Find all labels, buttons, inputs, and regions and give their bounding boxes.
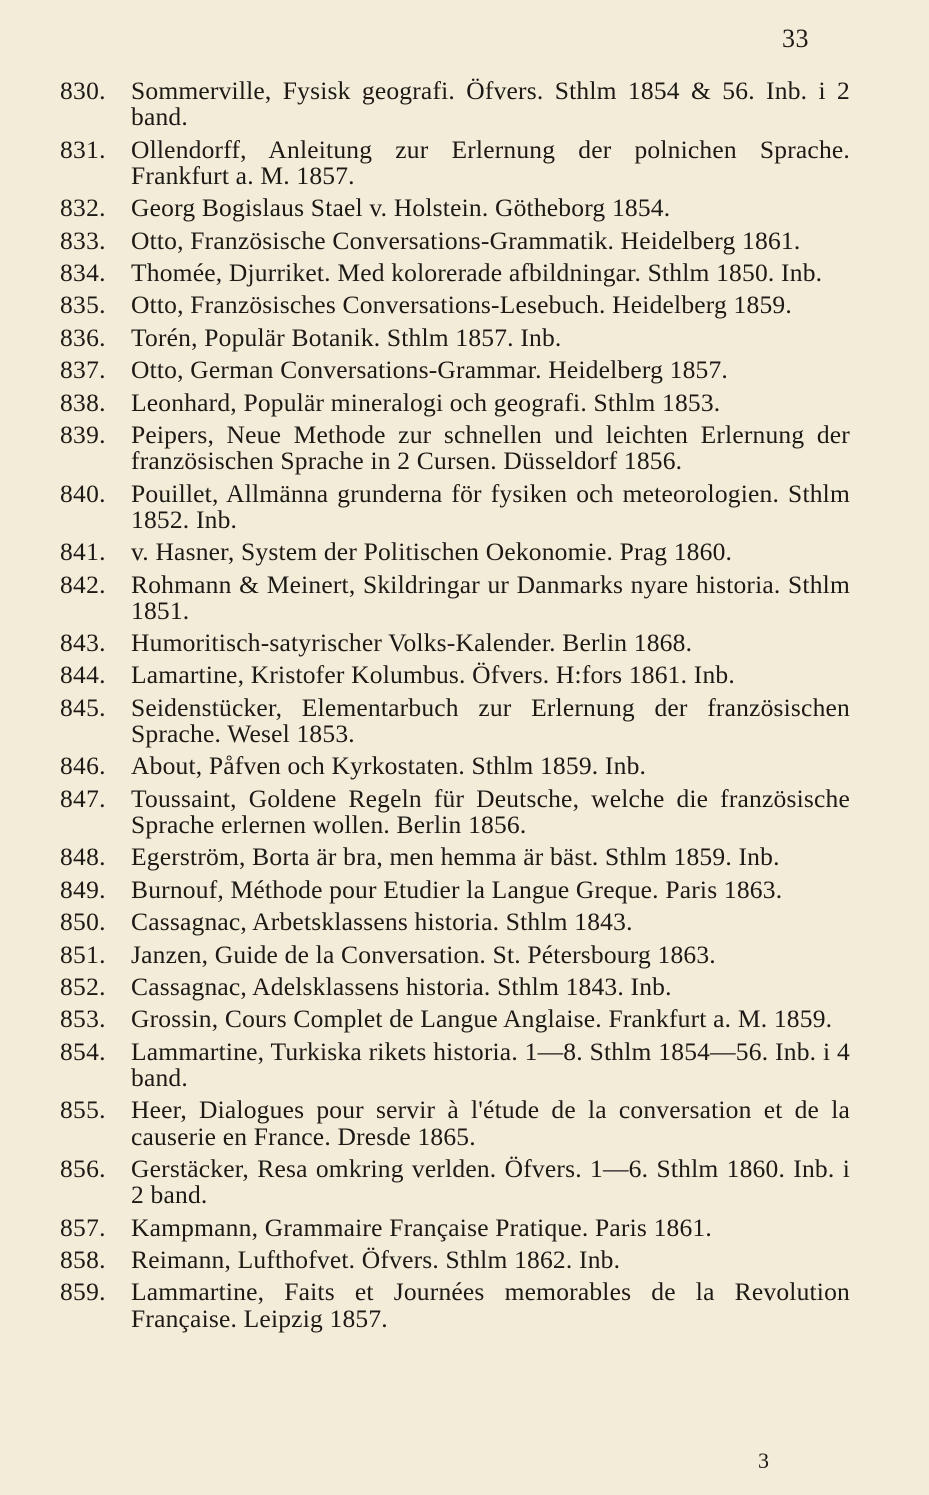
entry-text: Toussaint, Goldene Regeln für Deutsche, welche die französische Sprache erlernen wollen. Berlin 1856.: [131, 783, 850, 840]
entry-text: Otto, Französisches Conversations-Lesebuch. Heidelberg 1859.: [131, 290, 792, 320]
entry-text: Torén, Populär Botanik. Sthlm 1857. Inb.: [131, 322, 562, 352]
entry-number: 836.: [60, 322, 106, 352]
catalog-entry: [60, 692, 850, 749]
entry-number: 839.: [60, 419, 106, 449]
printer-signature-mark: 3: [758, 1448, 769, 1473]
entry-text: Cassagnac, Adelsklassens historia. Sthlm 1843. Inb.: [131, 972, 672, 1002]
entry-number: 848.: [60, 842, 106, 872]
entry-number: 842.: [60, 569, 106, 599]
entry-number: 837.: [60, 355, 106, 385]
entry-text: Leonhard, Populär mineralogi och geografi. Sthlm 1853.: [131, 387, 721, 417]
entry-text: Janzen, Guide de la Conversation. St. Pétersbourg 1863.: [131, 939, 716, 969]
entry-text: Reimann, Lufthofvet. Öfvers. Sthlm 1862. Inb.: [131, 1244, 621, 1274]
catalog-entry: [60, 322, 850, 352]
entry-text: Burnouf, Méthode pour Etudier la Langue Greque. Paris 1863.: [131, 874, 783, 904]
catalog-entry: [60, 844, 850, 870]
catalog-entry: [60, 1006, 850, 1032]
entry-number: 831.: [60, 134, 106, 164]
catalog-entry: [60, 909, 850, 935]
catalog-entry: [60, 1212, 850, 1242]
entry-number: 832.: [60, 193, 106, 223]
catalog-entry: [60, 662, 850, 688]
entry-number: 843.: [60, 628, 106, 658]
catalog-entry: [60, 1153, 850, 1210]
entry-text: Gerstäcker, Resa omkring verlden. Öfvers. 1—6. Sthlm 1860. Inb. i 2 band.: [131, 1153, 850, 1210]
entry-text: Thomée, Djurriket. Med kolorerade afbildningar. Sthlm 1850. Inb.: [131, 257, 823, 287]
entry-text: Humoritisch-satyrischer Volks-Kalender. Berlin 1868.: [131, 628, 693, 658]
entry-number: 859.: [60, 1277, 106, 1307]
catalog-entry: [60, 874, 850, 904]
catalog-entry: [60, 939, 850, 969]
catalog-entry-list: [60, 78, 850, 1338]
catalog-entry: [60, 478, 850, 534]
entry-text: Peipers, Neue Methode zur schnellen und leichten Erlernung der französischen Sprache in 2 Cursen. Düsseldorf 1856.: [131, 419, 850, 476]
entry-number: 841.: [60, 537, 106, 567]
catalog-entry: [60, 195, 850, 221]
entry-number: 840.: [60, 478, 106, 508]
entry-text: Georg Bogislaus Stael v. Holstein. Götheborg 1854.: [131, 193, 671, 223]
entry-text: Egerström, Borta är bra, men hemma är bäst. Sthlm 1859. Inb.: [131, 842, 780, 872]
entry-number: 834.: [60, 257, 106, 287]
entry-text: Lammartine, Faits et Journées memorables de la Revolution Française. Leipzig 1857.: [131, 1277, 850, 1333]
catalog-entry: [60, 357, 850, 383]
entry-number: 849.: [60, 874, 106, 904]
catalog-entry: [60, 225, 850, 255]
entry-number: 845.: [60, 692, 106, 722]
entry-text: About, Påfven och Kyrkostaten. Sthlm 1859. Inb.: [131, 751, 647, 781]
entry-text: Pouillet, Allmänna grunderna för fysiken och meteorologien. Sthlm 1852. Inb.: [131, 478, 850, 534]
catalog-entry: [60, 753, 850, 779]
entry-text: Lammartine, Turkiska rikets historia. 1—8. Sthlm 1854—56. Inb. i 4 band.: [131, 1036, 850, 1092]
entry-text: Sommerville, Fysisk geografi. Öfvers. Sthlm 1854 & 56. Inb. i 2 band.: [131, 76, 850, 132]
catalog-entry: [60, 78, 850, 130]
entry-number: 856.: [60, 1153, 106, 1183]
entry-number: 844.: [60, 660, 106, 690]
catalog-entry: [60, 539, 850, 565]
entry-number: 847.: [60, 783, 106, 813]
entry-text: Lamartine, Kristofer Kolumbus. Öfvers. H:fors 1861. Inb.: [131, 660, 735, 690]
page-number: 33: [782, 24, 809, 53]
entry-number: 838.: [60, 387, 106, 417]
catalog-entry: [60, 419, 850, 476]
entry-number: 858.: [60, 1244, 106, 1274]
catalog-entry: [60, 134, 850, 190]
entry-text: Grossin, Cours Complet de Langue Anglaise. Frankfurt a. M. 1859.: [131, 1004, 833, 1034]
entry-number: 854.: [60, 1036, 106, 1066]
entry-text: Ollendorff, Anleitung zur Erlernung der polnichen Sprache. Frankfurt a. M. 1857.: [131, 134, 850, 190]
catalog-entry: [60, 292, 850, 318]
entry-number: 850.: [60, 907, 106, 937]
entry-text: v. Hasner, System der Politischen Oekonomie. Prag 1860.: [131, 537, 733, 567]
catalog-entry: [60, 630, 850, 656]
catalog-entry: [60, 257, 850, 287]
catalog-entry: [60, 783, 850, 840]
entry-number: 835.: [60, 290, 106, 320]
entry-text: Kampmann, Grammaire Française Pratique. Paris 1861.: [131, 1212, 712, 1242]
entry-number: 855.: [60, 1095, 106, 1125]
entry-number: 852.: [60, 972, 106, 1002]
catalog-entry: [60, 974, 850, 1000]
catalog-entry: [60, 1036, 850, 1092]
catalog-entry: [60, 1097, 850, 1149]
entry-text: Seidenstücker, Elementarbuch zur Erlernung der französischen Sprache. Wesel 1853.: [131, 692, 850, 749]
entry-text: Otto, German Conversations-Grammar. Heidelberg 1857.: [131, 355, 728, 385]
catalog-entry: [60, 1279, 850, 1331]
entry-text: Heer, Dialogues pour servir à l'étude de la conversation et de la causerie en France. Dresde 1865.: [131, 1095, 850, 1151]
entry-text: Cassagnac, Arbetsklassens historia. Sthlm 1843.: [131, 907, 633, 937]
entry-number: 857.: [60, 1212, 106, 1242]
entry-number: 851.: [60, 939, 106, 969]
entry-number: 853.: [60, 1004, 106, 1034]
catalog-entry: [60, 387, 850, 417]
catalog-entry: [60, 569, 850, 625]
catalog-entry: [60, 1244, 850, 1274]
entry-number: 830.: [60, 76, 106, 105]
entry-number: 833.: [60, 225, 106, 255]
entry-number: 846.: [60, 751, 106, 781]
entry-text: Rohmann & Meinert, Skildringar ur Danmarks nyare historia. Sthlm 1851.: [131, 569, 850, 625]
entry-text: Otto, Französische Conversations-Grammatik. Heidelberg 1861.: [131, 225, 801, 255]
